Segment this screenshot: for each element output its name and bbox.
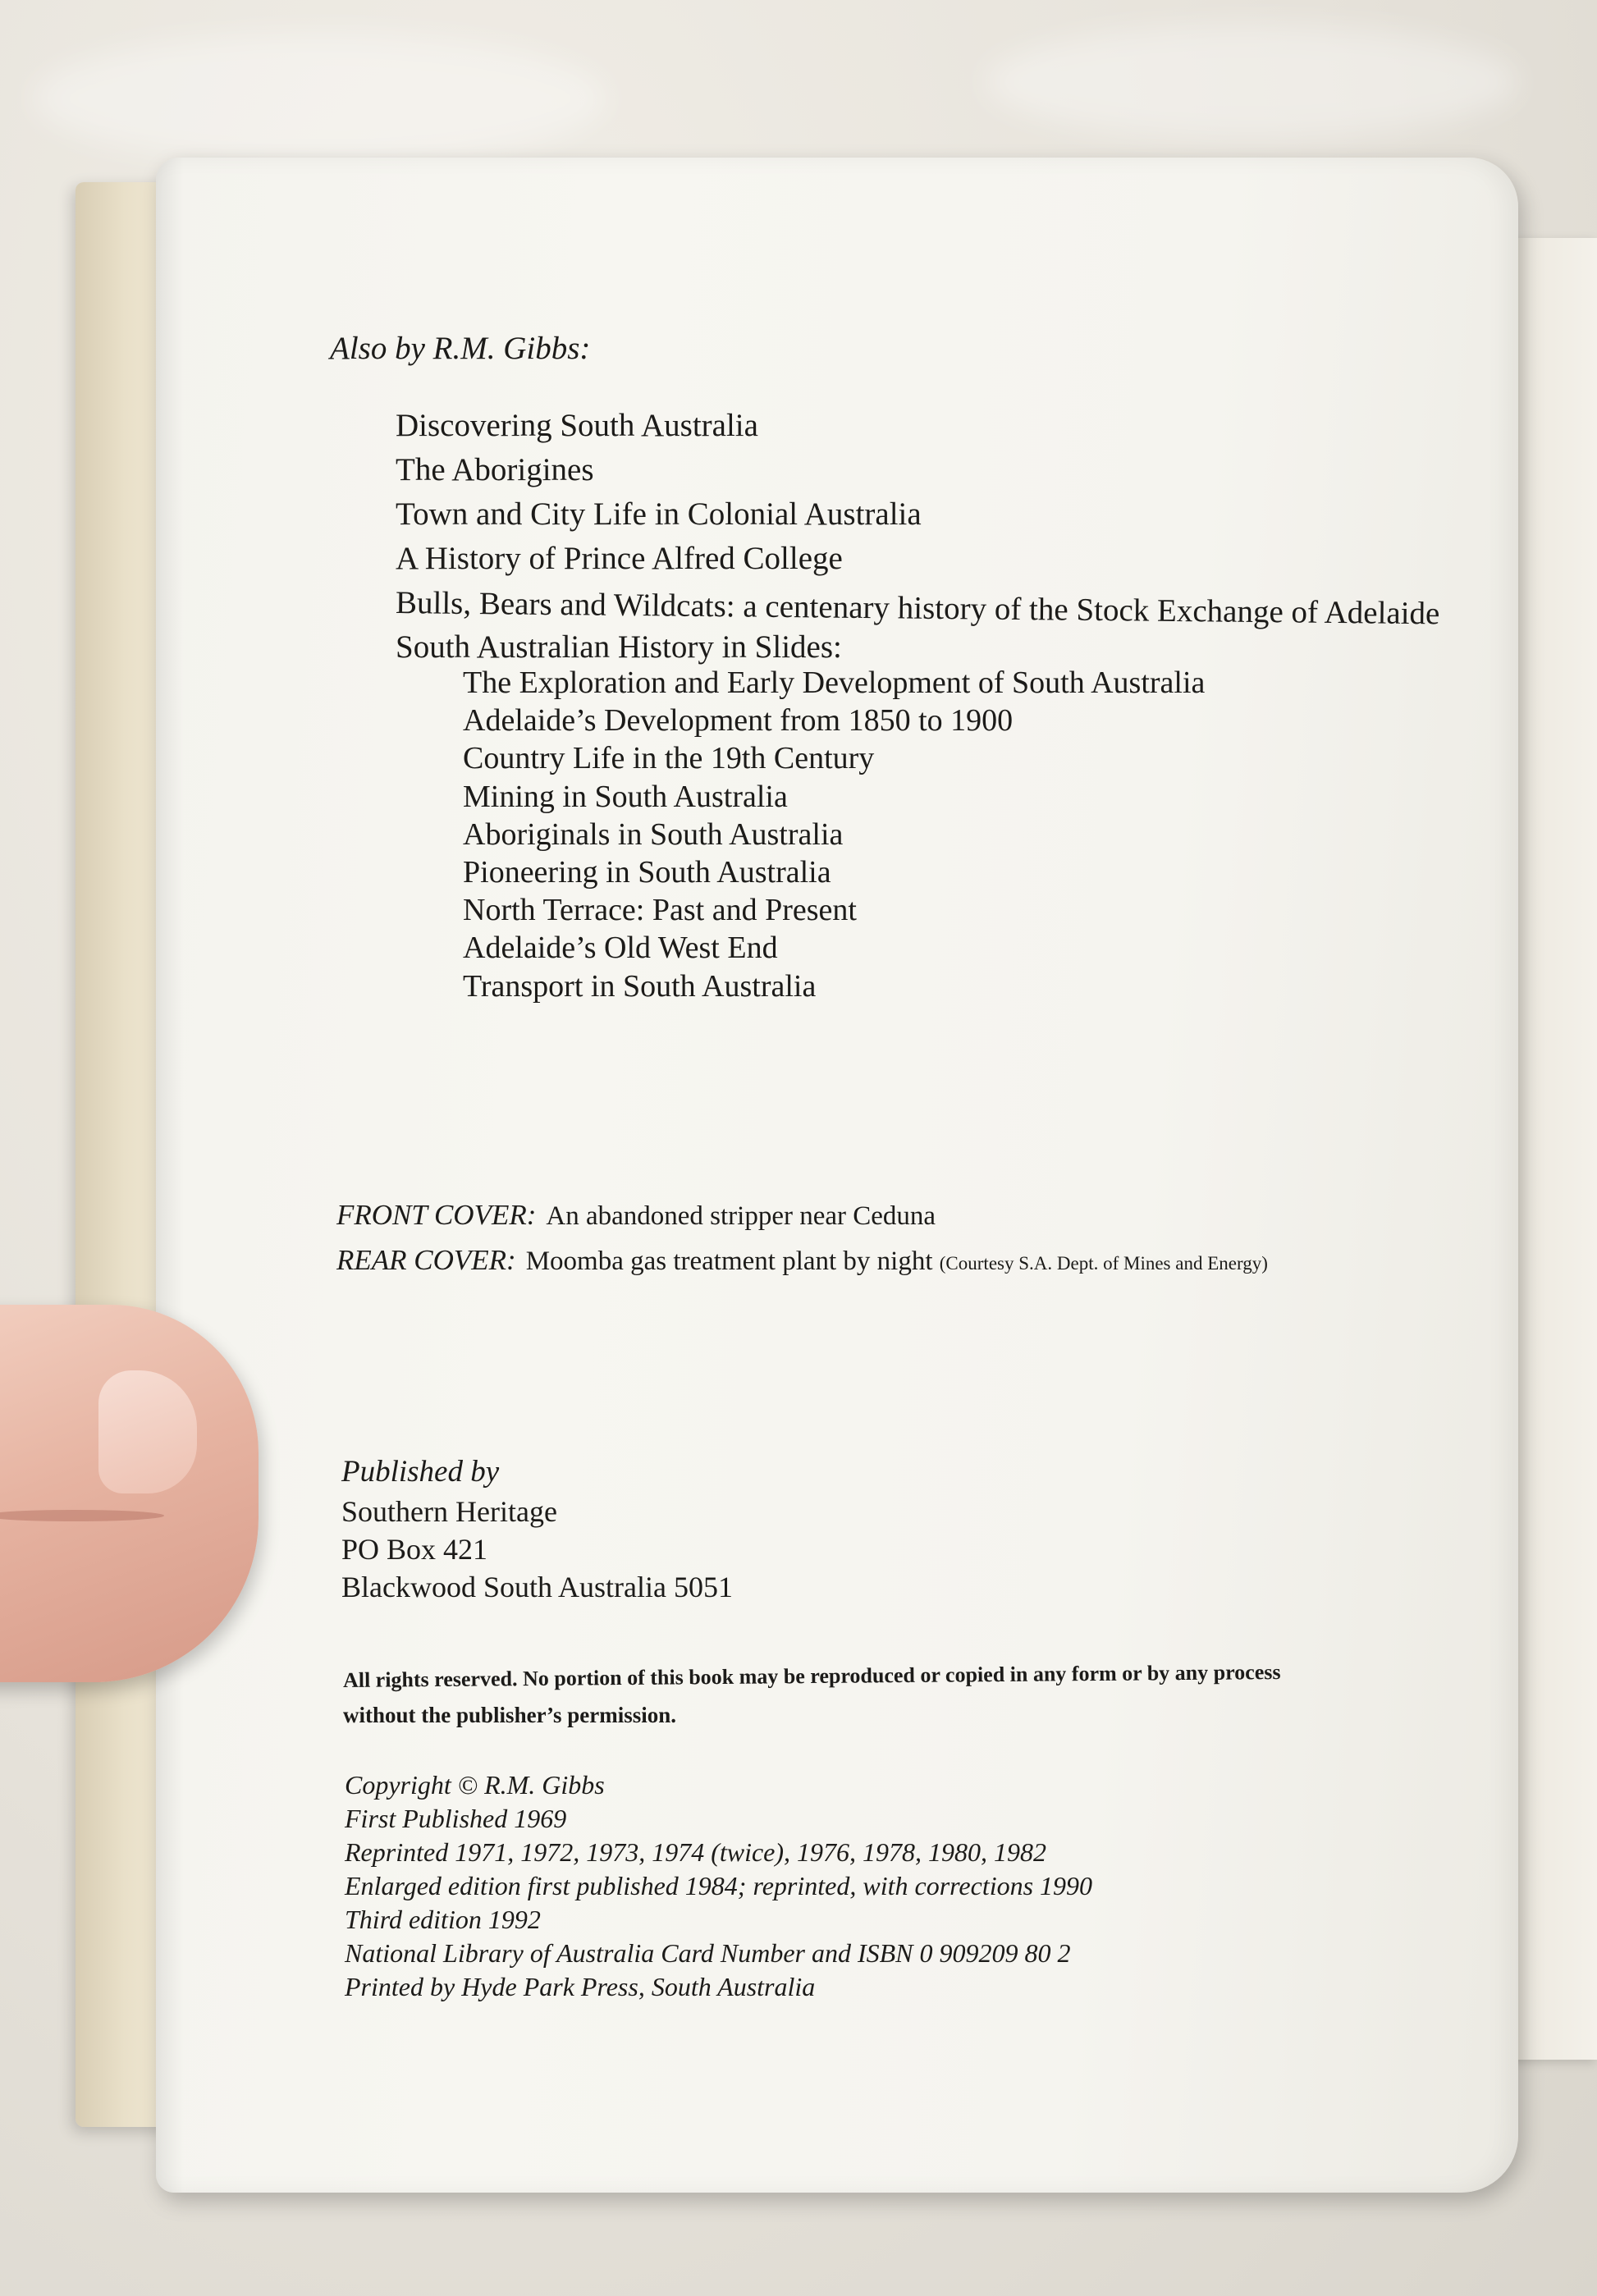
front-cover-credit xyxy=(336,1193,1268,1238)
title-item: Town and City Life in Colonial Australia xyxy=(396,496,922,532)
slides-list xyxy=(463,664,1205,1005)
publisher-block xyxy=(341,1452,733,1606)
publisher-address: Blackwood South Australia 5051 xyxy=(341,1571,733,1603)
publisher-name: Southern Heritage xyxy=(341,1495,557,1528)
thumb-crease xyxy=(0,1510,164,1521)
front-cover-label: FRONT COVER: xyxy=(336,1199,537,1231)
title-item: A History of Prince Alfred College xyxy=(396,541,843,576)
rights-line: without the publisher’s permission. xyxy=(343,1703,677,1727)
imprint-line: Enlarged edition first published 1984; reprinted, with corrections 1990 xyxy=(345,1871,1093,1900)
page-spine-shadow xyxy=(156,158,184,2193)
title-item: Bulls, Bears and Wildcats: a centenary history of the Stock Exchange of Adelaide xyxy=(395,585,1440,632)
imprint-line: Third edition 1992 xyxy=(345,1905,541,1934)
rights-notice xyxy=(342,1660,1281,1732)
slide-title-item: The Exploration and Early Development of South Australia xyxy=(463,665,1206,700)
also-by-heading: Also by R.M. Gibbs: xyxy=(330,331,591,366)
rights-line: All rights reserved. No portion of this book may be reproduced or copied in any form or by any process xyxy=(342,1660,1281,1692)
imprint-line: Printed by Hyde Park Press, South Australia xyxy=(345,1972,816,2001)
cover-credits xyxy=(336,1193,1268,1286)
title-item: South Australian History in Slides: xyxy=(396,629,842,665)
imprint-line: First Published 1969 xyxy=(345,1804,567,1833)
slide-title-item: Transport in South Australia xyxy=(463,968,817,1004)
slide-title-item: Adelaide’s Development from 1850 to 1900 xyxy=(463,703,1014,739)
book-page xyxy=(156,158,1518,2193)
title-item: The Aborigines xyxy=(396,452,594,487)
imprint-line: Copyright © R.M. Gibbs xyxy=(345,1770,605,1800)
rear-cover-courtesy: (Courtesy S.A. Dept. of Mines and Energy) xyxy=(939,1253,1268,1274)
rear-cover-text: Moomba gas treatment plant by night xyxy=(525,1246,933,1276)
slide-title-item: Adelaide’s Old West End xyxy=(463,931,778,966)
rear-cover-credit xyxy=(336,1238,1268,1286)
thumbnail-nail xyxy=(98,1370,197,1493)
imprint-line: National Library of Australia Card Number and ISBN 0 909209 80 2 xyxy=(345,1938,1071,1968)
slide-title-item: Pioneering in South Australia xyxy=(463,855,831,890)
title-item: Discovering South Australia xyxy=(396,408,758,443)
published-by-heading: Published by xyxy=(341,1455,500,1489)
front-cover-text: An abandoned stripper near Ceduna xyxy=(546,1201,936,1231)
slide-title-item: North Terrace: Past and Present xyxy=(463,893,857,928)
titles-list xyxy=(396,404,1439,670)
publisher-po-box: PO Box 421 xyxy=(341,1533,488,1566)
slide-title-item: Country Life in the 19th Century xyxy=(463,741,875,776)
rear-cover-label: REAR COVER: xyxy=(336,1244,516,1276)
cloth-highlight xyxy=(33,33,607,164)
imprint-block xyxy=(345,1768,1092,2004)
slide-title-item: Mining in South Australia xyxy=(463,779,788,814)
imprint-line: Reprinted 1971, 1972, 1973, 1974 (twice), 1976, 1978, 1980, 1982 xyxy=(345,1837,1047,1867)
cloth-highlight xyxy=(985,25,1518,139)
slide-title-item: Aboriginals in South Australia xyxy=(463,816,844,852)
